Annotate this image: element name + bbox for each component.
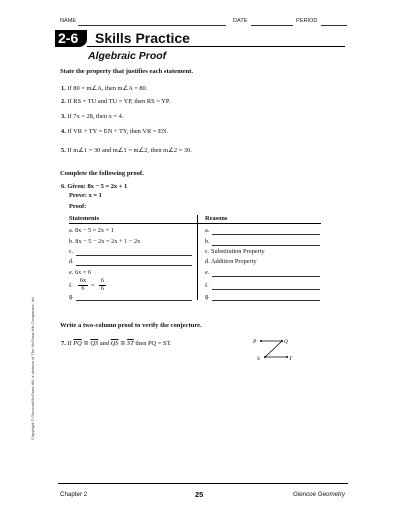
statement-g-blank[interactable] xyxy=(76,300,192,301)
fraction-left-denominator: 6 xyxy=(81,284,85,292)
item-5 xyxy=(61,146,192,154)
item-4-number: 4. xyxy=(61,128,66,135)
fraction-left xyxy=(78,278,88,292)
item-7-number: 7. xyxy=(61,340,66,347)
part3-instructions: Write a two-column proof to verify the conjecture. xyxy=(60,322,202,329)
proof-label: Proof: xyxy=(69,203,87,210)
name-line[interactable] xyxy=(78,25,226,26)
part2-instructions: Complete the following proof. xyxy=(60,170,144,177)
reason-g-label: g. xyxy=(205,293,210,300)
prove-text: Prove: x = 1 xyxy=(69,192,102,199)
reason-f-label: f. xyxy=(205,282,209,289)
item-3-text: If 7x = 28, then x = 4. xyxy=(67,113,124,120)
item-1 xyxy=(61,84,147,92)
statement-g-label: g. xyxy=(69,293,74,300)
fraction-right-numerator: 6 xyxy=(100,277,105,284)
period-line[interactable] xyxy=(321,25,347,26)
congruent-sign-2: ≅ xyxy=(120,340,126,347)
proof-header-rule xyxy=(69,223,321,224)
item-6-number: 6. xyxy=(61,183,66,190)
reason-c: c. Substitution Property xyxy=(205,248,265,255)
part1-instructions: State the property that justifies each statement. xyxy=(60,68,194,75)
fraction-equals: = xyxy=(91,282,95,289)
item-7 xyxy=(61,339,172,347)
item-3-number: 3. xyxy=(61,113,66,120)
reasons-header: Reasons xyxy=(205,215,228,222)
footer-page: 25 xyxy=(195,490,204,499)
name-label: NAME xyxy=(60,18,77,24)
footer-chapter: Chapter 2 xyxy=(60,491,88,498)
given-line xyxy=(61,183,127,190)
item-7-if: If xyxy=(67,340,72,347)
footer-rule xyxy=(58,483,348,484)
segment-qs-2: $\overline{QS}$ xyxy=(110,340,119,347)
given-text: Given: 8x − 5 = 2x + 1 xyxy=(67,183,128,190)
label-s: S xyxy=(257,356,260,362)
label-q: Q xyxy=(284,339,288,345)
title-rule xyxy=(87,46,345,47)
point-q xyxy=(281,340,283,342)
period-label: PERIOD xyxy=(296,18,318,24)
item-5-text: If m∠1 = 30 and m∠1 = m∠2, then m∠2 = 30. xyxy=(67,147,192,154)
reason-a-label: a. xyxy=(205,227,210,234)
congruent-sign-1: ≅ xyxy=(83,340,89,347)
z-figure xyxy=(252,335,300,365)
fraction-right xyxy=(99,278,106,292)
item-5-number: 5. xyxy=(61,147,66,154)
point-p xyxy=(260,340,262,342)
item-7-and: and xyxy=(99,340,110,347)
item-2-number: 2. xyxy=(61,98,66,105)
date-line[interactable] xyxy=(251,25,293,26)
statement-b: b. 8x − 5 − 2x = 2x + 1 − 2x xyxy=(69,238,141,245)
item-1-number: 1. xyxy=(61,85,66,92)
subtitle: Algebraic Proof xyxy=(88,50,167,62)
segment-qs-1: $\overline{QS}$ xyxy=(90,340,99,347)
reason-b-label: b. xyxy=(205,238,210,245)
reason-g-blank[interactable] xyxy=(212,300,320,301)
label-t: T xyxy=(289,356,293,362)
reason-b-blank[interactable] xyxy=(212,245,320,246)
reason-e-label: e. xyxy=(205,269,210,276)
footer-book: Glencoe Geometry xyxy=(293,491,345,498)
lesson-number: 2-6 xyxy=(58,30,79,46)
fraction-left-numerator: 6x xyxy=(79,277,87,284)
item-2-text: If RS = TU and TU = YP, then RS = YP. xyxy=(67,98,171,105)
date-label: DATE xyxy=(233,18,248,24)
item-4 xyxy=(61,128,168,135)
statement-f-label: f. xyxy=(69,282,73,289)
reason-d: d. Addition Property xyxy=(205,258,257,265)
item-4-text: If VR + TY = EN + TY, then VR = EN. xyxy=(67,128,169,135)
statement-d-label: d. xyxy=(69,258,74,265)
title-banner xyxy=(55,30,345,47)
item-3 xyxy=(61,113,123,120)
fraction-right-denominator: 6 xyxy=(100,284,105,292)
statement-c-label: c. xyxy=(69,248,74,255)
reason-f-blank[interactable] xyxy=(212,289,320,290)
segment-qs-line xyxy=(265,341,282,357)
item-1-text: If 80 = m∠A, then m∠A = 80. xyxy=(67,85,148,92)
segment-pq: $\overline{PQ}$ xyxy=(73,340,82,347)
segment-st: $\overline{ST}$ xyxy=(127,340,134,347)
label-p: P xyxy=(253,339,257,345)
reason-a-blank[interactable] xyxy=(212,234,320,235)
reason-e-blank[interactable] xyxy=(212,276,320,277)
statement-d-blank[interactable] xyxy=(76,265,192,266)
statement-e: e. 6x = 6 xyxy=(69,269,92,276)
item-2 xyxy=(61,98,170,105)
statement-c-blank[interactable] xyxy=(76,255,192,256)
item-7-conclusion: then PQ = ST. xyxy=(135,340,172,347)
statement-a: a. 8x − 5 = 2x + 1 xyxy=(69,227,114,234)
point-t xyxy=(286,356,288,358)
section-title: Skills Practice xyxy=(95,30,190,46)
statements-header: Statements xyxy=(69,215,100,222)
point-s xyxy=(264,356,266,358)
proof-column-divider xyxy=(197,215,198,300)
